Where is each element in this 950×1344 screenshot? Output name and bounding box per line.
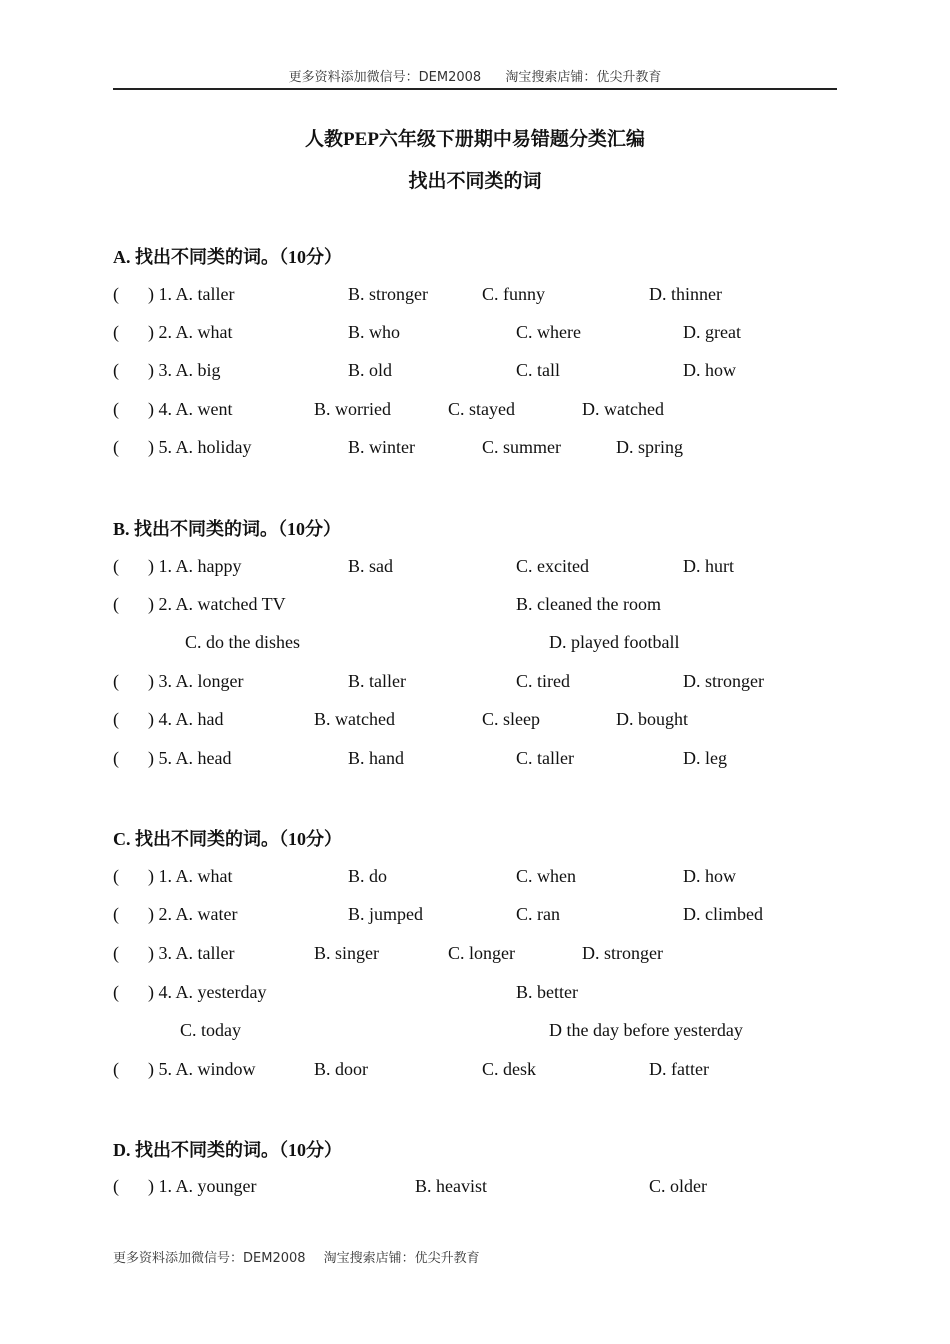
question-row bbox=[0, 904, 950, 930]
option-text: ) 3. A. big bbox=[148, 360, 221, 380]
option-text: ) 5. A. window bbox=[148, 1059, 256, 1079]
answer-blank[interactable]: ( bbox=[113, 594, 119, 614]
option-text: B. sad bbox=[348, 556, 393, 576]
answer-blank[interactable]: ( bbox=[113, 943, 119, 963]
document-title: 人教PEP六年级下册期中易错题分类汇编 bbox=[305, 129, 645, 150]
option-text: B. watched bbox=[314, 709, 395, 729]
footer-shop: 淘宝搜索店铺：优尖升教育 bbox=[323, 1251, 480, 1266]
option-text: B. better bbox=[516, 982, 578, 1002]
answer-blank[interactable]: ( bbox=[113, 1176, 119, 1196]
answer-blank[interactable]: ( bbox=[113, 709, 119, 729]
answer-blank[interactable]: ( bbox=[113, 284, 119, 304]
option-text: ) 1. A. younger bbox=[148, 1176, 257, 1196]
option-text: ) 4. A. went bbox=[148, 399, 233, 419]
option-text: B. taller bbox=[348, 671, 406, 691]
option-text: B. stronger bbox=[348, 284, 428, 304]
option-text: B. who bbox=[348, 322, 401, 342]
option-text: ) 3. A. taller bbox=[148, 943, 235, 963]
question-row bbox=[0, 284, 950, 310]
option-text: B. do bbox=[348, 866, 388, 886]
option-text: ) 2. A. water bbox=[148, 904, 238, 924]
section-b-heading: B. 找出不同类的词。（10分） bbox=[113, 519, 342, 539]
answer-blank[interactable]: ( bbox=[113, 556, 119, 576]
option-text: D. spring bbox=[616, 437, 683, 457]
option-text: B. jumped bbox=[348, 904, 423, 924]
option-text: C. where bbox=[516, 322, 581, 342]
option-text: B. door bbox=[314, 1059, 368, 1079]
option-text: D. hurt bbox=[683, 556, 734, 576]
page-footer bbox=[113, 1247, 494, 1266]
answer-blank[interactable]: ( bbox=[113, 982, 119, 1002]
option-text: ) 4. A. yesterday bbox=[148, 982, 267, 1002]
option-text: ) 3. A. longer bbox=[148, 671, 244, 691]
answer-blank[interactable]: ( bbox=[113, 866, 119, 886]
question-row bbox=[0, 556, 950, 582]
question-row bbox=[0, 632, 950, 658]
option-text: B. heavist bbox=[415, 1176, 487, 1196]
section-a-heading: A. 找出不同类的词。（10分） bbox=[113, 247, 342, 267]
option-text: D. bought bbox=[616, 709, 688, 729]
question-row bbox=[0, 982, 950, 1008]
option-text: C. when bbox=[516, 866, 576, 886]
document-subtitle: 找出不同类的词 bbox=[408, 171, 542, 192]
option-text: B. winter bbox=[348, 437, 415, 457]
option-text: D. great bbox=[683, 322, 741, 342]
option-text: C. excited bbox=[516, 556, 589, 576]
option-text: D. played football bbox=[549, 632, 680, 652]
option-text: B. singer bbox=[314, 943, 379, 963]
question-row bbox=[0, 399, 950, 425]
option-text: ) 5. A. holiday bbox=[148, 437, 252, 457]
question-row bbox=[0, 437, 950, 463]
answer-blank[interactable]: ( bbox=[113, 437, 119, 457]
option-text: D. stronger bbox=[582, 943, 663, 963]
option-text: C. stayed bbox=[448, 399, 515, 419]
question-row bbox=[0, 748, 950, 774]
section-c-heading: C. 找出不同类的词。（10分） bbox=[113, 829, 342, 849]
option-text: D. stronger bbox=[683, 671, 764, 691]
option-text: B. hand bbox=[348, 748, 404, 768]
header-shop: 淘宝搜索店铺：优尖升教育 bbox=[505, 70, 662, 85]
answer-blank[interactable]: ( bbox=[113, 322, 119, 342]
question-row bbox=[0, 943, 950, 969]
question-row bbox=[0, 709, 950, 735]
option-text: B. cleaned the room bbox=[516, 594, 661, 614]
option-text: C. longer bbox=[448, 943, 515, 963]
option-text: ) 1. A. taller bbox=[148, 284, 235, 304]
option-text: D. thinner bbox=[649, 284, 722, 304]
option-text: C. do the dishes bbox=[185, 632, 300, 652]
option-text: ) 2. A. watched TV bbox=[148, 594, 286, 614]
answer-blank[interactable]: ( bbox=[113, 748, 119, 768]
question-row bbox=[0, 360, 950, 386]
option-text: D. fatter bbox=[649, 1059, 709, 1079]
option-text: ) 1. A. happy bbox=[148, 556, 242, 576]
option-text: D. how bbox=[683, 360, 736, 380]
header-wechat: 更多资料添加微信号：DEM2008 bbox=[288, 70, 482, 85]
option-text: D the day before yesterday bbox=[549, 1020, 743, 1040]
option-text: C. sleep bbox=[482, 709, 540, 729]
section-d-heading: D. 找出不同类的词。（10分） bbox=[113, 1140, 342, 1160]
page-header bbox=[113, 66, 837, 90]
option-text: C. ran bbox=[516, 904, 560, 924]
option-text: ) 2. A. what bbox=[148, 322, 233, 342]
option-text: C. summer bbox=[482, 437, 561, 457]
option-text: D. climbed bbox=[683, 904, 763, 924]
option-text: B. worried bbox=[314, 399, 391, 419]
option-text: C. tall bbox=[516, 360, 560, 380]
option-text: C. desk bbox=[482, 1059, 536, 1079]
option-text: ) 5. A. head bbox=[148, 748, 232, 768]
option-text: C. taller bbox=[516, 748, 574, 768]
answer-blank[interactable]: ( bbox=[113, 399, 119, 419]
option-text: D. leg bbox=[683, 748, 727, 768]
answer-blank[interactable]: ( bbox=[113, 1059, 119, 1079]
question-row bbox=[0, 1059, 950, 1085]
option-text: C. funny bbox=[482, 284, 545, 304]
option-text: C. older bbox=[649, 1176, 707, 1196]
answer-blank[interactable]: ( bbox=[113, 904, 119, 924]
question-row bbox=[0, 671, 950, 697]
question-row bbox=[0, 1176, 950, 1202]
option-text: C. tired bbox=[516, 671, 570, 691]
option-text: ) 4. A. had bbox=[148, 709, 224, 729]
question-row bbox=[0, 1020, 950, 1046]
answer-blank[interactable]: ( bbox=[113, 360, 119, 380]
option-text: D. how bbox=[683, 866, 736, 886]
answer-blank[interactable]: ( bbox=[113, 671, 119, 691]
question-row bbox=[0, 866, 950, 892]
option-text: ) 1. A. what bbox=[148, 866, 233, 886]
question-row bbox=[0, 594, 950, 620]
question-row bbox=[0, 322, 950, 348]
option-text: D. watched bbox=[582, 399, 664, 419]
option-text: C. today bbox=[180, 1020, 241, 1040]
option-text: B. old bbox=[348, 360, 393, 380]
footer-wechat: 更多资料添加微信号：DEM2008 bbox=[113, 1251, 306, 1266]
